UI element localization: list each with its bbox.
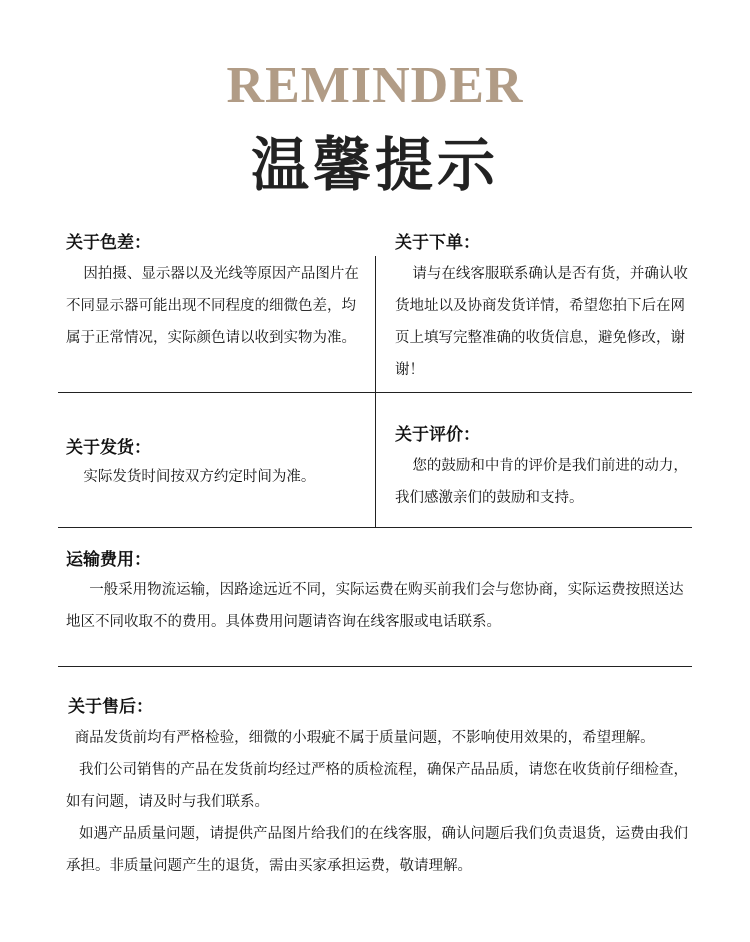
divider-horizontal: [58, 392, 692, 393]
paragraph: 我们公司销售的产品在发货前均经过严格的质检流程，确保产品品质，请您在收货前仔细检查，如有问题，请及时与我们联系。: [66, 762, 689, 810]
section-text-ordering: [395, 258, 691, 386]
title-chinese: 温馨提示: [250, 131, 499, 199]
paragraph: 因拍摄、显示器以及光线等原因产品图片在不同显示器可能出现不同程度的细微色差，均属于正常情况，实际颜色请以收到实物为准。: [66, 266, 359, 346]
section-text-shipping: [66, 461, 366, 493]
section-heading-review: 关于评价：: [395, 425, 480, 445]
divider-horizontal: [58, 527, 692, 528]
section-text-color-diff: [66, 258, 366, 354]
paragraph: 您的鼓励和中肯的评价是我们前进的动力，我们感激亲们的鼓励和支持。: [395, 458, 688, 506]
section-heading-color-diff: 关于色差：: [66, 233, 151, 253]
section-heading-shipping: 关于发货：: [66, 438, 151, 458]
section-text-review: [395, 450, 691, 514]
divider-horizontal: [58, 666, 692, 667]
section-heading-ordering: 关于下单：: [395, 233, 480, 253]
section-text-after-sales: [66, 722, 692, 882]
paragraph: 一般采用物流运输，因路途远近不同，实际运费在购买前我们会与您协商，实际运费按照送达地区不同收取不的费用。具体费用问题请咨询在线客服或电话联系。: [66, 582, 684, 630]
paragraph: 实际发货时间按双方约定时间为准。: [83, 469, 316, 485]
section-text-freight: [66, 574, 692, 638]
section-heading-freight: 运输费用：: [66, 550, 151, 570]
paragraph: 如遇产品质量问题，请提供产品图片给我们的在线客服，确认问题后我们负责退货，运费由我们承担。非质量问题产生的退货，需由买家承担运费，敬请理解。: [66, 826, 689, 874]
section-heading-after-sales: 关于售后：: [68, 697, 153, 717]
paragraph: 请与在线客服联系确认是否有货，并确认收货地址以及协商发货详情，希望您拍下后在网页上填写完整准确的收货信息，避免修改，谢谢！: [395, 266, 688, 378]
paragraph: 商品发货前均有严格检验，细微的小瑕疵不属于质量问题，不影响使用效果的，希望理解。: [74, 730, 655, 746]
title-english: REMINDER: [226, 57, 524, 114]
